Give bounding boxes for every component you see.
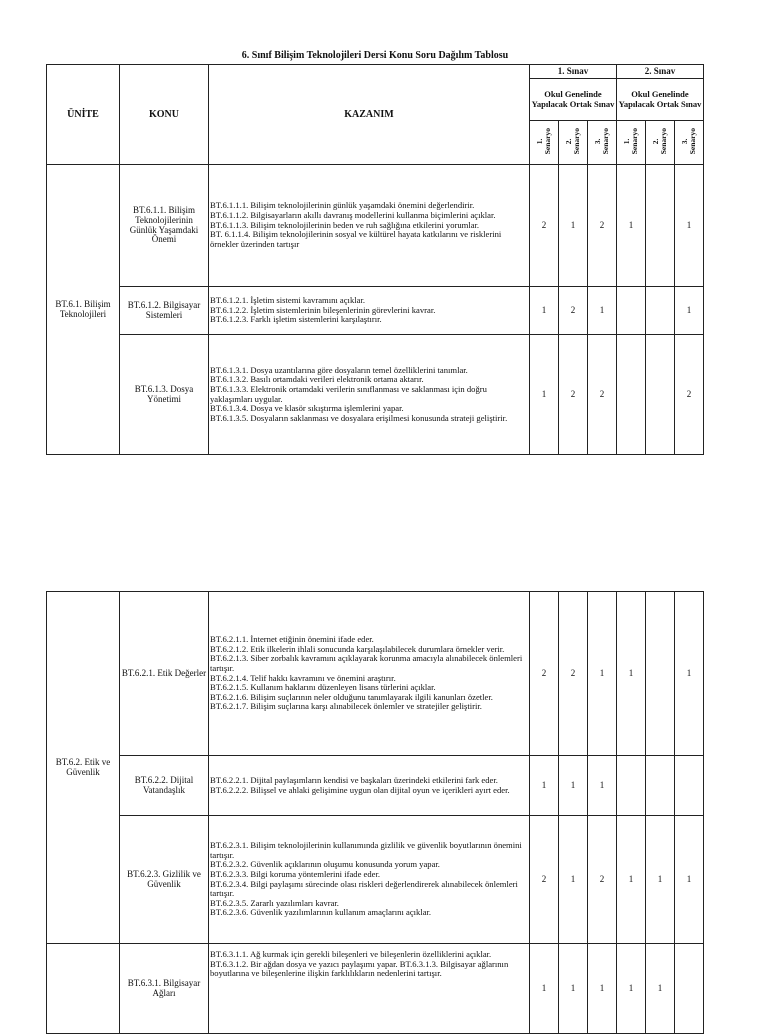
header-konu: KONU	[120, 65, 209, 165]
kazanim-list	[209, 287, 530, 335]
kazanim-item: BT.6.3.1.2. Bir ağdan dosya ve yazıcı paylaşımı yapar. BT.6.3.1.3. Bilgisayar ağlarının boyutlarına ve bileşenlerine ilişkin farklılıkların nedenlerini tartışır.	[210, 958, 509, 979]
scenario-header: 1. Senaryo	[622, 127, 639, 155]
question-count: 2	[559, 335, 588, 455]
question-count	[675, 944, 704, 1034]
question-count	[675, 756, 704, 816]
question-count: 2	[588, 165, 617, 287]
question-count: 1	[588, 592, 617, 756]
question-count: 2	[530, 816, 559, 944]
topic-name: BT.6.2.3. Gizlilik ve Güvenlik	[120, 816, 209, 944]
kazanim-item: BT.6.2.3.4. Bilgi paylaşımı sürecinde olası riskleri değerlendirerek alınabilecek önlemleri tartışır.	[210, 878, 518, 899]
question-count	[646, 592, 675, 756]
kazanim-item: BT.6.2.2.2. Bilişsel ve ahlaki gelişimine uygun olan dijital oyun ve içerikleri ayırt eder.	[210, 784, 510, 795]
kazanim-item: BT.6.1.2.2. İşletim sistemlerinin bileşenlerinin görevlerini kavrar.	[210, 304, 436, 315]
kazanim-list	[209, 816, 530, 944]
distribution-table-page2	[46, 591, 704, 1034]
kazanim-item: BT.6.2.1.6. Bilişim suçlarının neler olduğunu tanımlayarak ilgili kanunları özetler.	[210, 691, 493, 702]
kazanim-item: BT.6.2.1.3. Siber zorbalık kavramını açıklayarak korunma amacıyla alınabilecek önlemleri tartışır.	[210, 653, 523, 673]
question-count: 1	[559, 816, 588, 944]
header-unite: ÜNİTE	[47, 65, 120, 165]
question-count	[646, 335, 675, 455]
question-count: 1	[559, 165, 588, 287]
scenario-header: 3. Senaryo	[593, 127, 610, 155]
kazanim-item: BT.6.2.3.3. Bilgi koruma yöntemlerini ifade eder.	[210, 868, 381, 879]
question-count: 1	[530, 944, 559, 1034]
question-count	[646, 756, 675, 816]
unit-name: BT.6.1. Bilişim Teknolojileri	[47, 165, 120, 455]
question-count: 2	[588, 816, 617, 944]
question-count: 1	[646, 944, 675, 1034]
question-count: 2	[530, 592, 559, 756]
topic-name: BT.6.3.1. Bilgisayar Ağları	[120, 944, 209, 1034]
kazanim-item: BT.6.2.3.6. Güvenlik yazılımlarının kullanım amaçlarını açıklar.	[210, 907, 432, 918]
question-count: 1	[530, 335, 559, 455]
table-row	[47, 816, 704, 944]
scenario-header: 2. Senaryo	[564, 127, 581, 155]
table-title: 6. Sınıf Bilişim Teknolojileri Dersi Konu Soru Dağılım Tablosu	[241, 50, 509, 61]
kazanim-item: BT.6.2.1.2. Etik ilkelerin ihlali sonucunda karşılaşılabilecek durumlara örnekler verir.	[210, 643, 505, 654]
question-count	[646, 165, 675, 287]
kazanim-list	[209, 756, 530, 816]
header-exam-1: 1. Sınav	[530, 65, 617, 79]
kazanim-item: BT.6.1.2.1. İşletim sistemi kavramını açıklar.	[210, 295, 365, 306]
kazanim-item: BT.6.3.1.1. Ağ kurmak için gerekli bileşenleri ve bileşenlerin özelliklerini açıklar.	[210, 949, 492, 959]
table-row	[47, 592, 704, 756]
question-count	[617, 287, 646, 335]
kazanim-list	[209, 944, 530, 1034]
kazanim-item: BT.6.1.1.3. Bilişim teknolojilerinin beden ve ruh sağlığına etkilerini yorumlar.	[210, 219, 480, 230]
question-count: 1	[646, 816, 675, 944]
table-row	[47, 335, 704, 455]
kazanim-list	[209, 335, 530, 455]
kazanim-item: BT.6.2.1.1. İnternet etiğinin önemini ifade eder.	[210, 634, 374, 644]
header-exam-2: 2. Sınav	[617, 65, 704, 79]
question-count: 1	[675, 287, 704, 335]
kazanim-list	[209, 592, 530, 756]
unit-name	[47, 944, 120, 1034]
question-count: 1	[530, 287, 559, 335]
kazanim-item: BT.6.1.3.4. Dosya ve klasör sıkıştırma işlemlerini yapar.	[210, 403, 404, 414]
kazanim-item: BT.6.2.1.5. Kullanım haklarını düzenleyen lisans türlerini açıklar.	[210, 682, 436, 693]
topic-name: BT.6.1.1. Bilişim Teknolojilerinin Günlük Yaşamdaki Önemi	[120, 165, 209, 287]
topic-name: BT.6.1.3. Dosya Yönetimi	[120, 335, 209, 455]
question-count: 1	[617, 816, 646, 944]
distribution-table-page1	[46, 64, 704, 455]
table-row	[47, 944, 704, 1034]
kazanim-item: BT.6.1.3.5. Dosyaların saklanması ve dosyalara erişilmesi konusunda strateji geliştirir.	[210, 412, 508, 423]
topic-name: BT.6.1.2. Bilgisayar Sistemleri	[120, 287, 209, 335]
header-exam-2-type: Okul Genelinde Yapılacak Ortak Sınav	[617, 79, 704, 121]
kazanim-item: BT.6.2.3.2. Güvenlik açıklarının oluşumu konusunda yorum yapar.	[210, 859, 440, 870]
kazanim-item: BT.6.2.1.4. Telif hakkı kavramını ve önemini araştırır.	[210, 672, 396, 683]
kazanim-item: BT.6.1.1.2. Bilgisayarların akıllı davranış modellerini kullanma biçimlerini açıklar.	[210, 210, 496, 221]
kazanim-item: BT.6.2.1.7. Bilişim suçlarına karşı alınabilecek önlemler ve stratejiler geliştirir.	[210, 701, 482, 712]
table-row	[47, 756, 704, 816]
kazanim-item: BT.6.1.3.2. Basılı ortamdaki verileri elektronik ortama aktarır.	[210, 374, 424, 385]
unit-name: BT.6.2. Etik ve Güvenlik	[47, 592, 120, 944]
question-count: 2	[559, 287, 588, 335]
question-count	[646, 287, 675, 335]
scenario-header: 1. Senaryo	[535, 127, 552, 155]
question-count: 1	[617, 592, 646, 756]
question-count: 1	[588, 756, 617, 816]
table-row	[47, 165, 704, 287]
topic-name: BT.6.2.1. Etik Değerler	[120, 592, 209, 756]
question-count: 1	[559, 756, 588, 816]
kazanim-item: BT.6.1.3.3. Elektronik ortamdaki verilerin sınıflanması ve saklanması için doğru yaklaşımları uygular.	[210, 383, 487, 404]
kazanim-list	[209, 165, 530, 287]
question-count: 2	[588, 335, 617, 455]
question-count	[617, 756, 646, 816]
kazanim-item: BT.6.1.2.3. Farklı işletim sistemlerini karşılaştırır.	[210, 314, 382, 325]
scenario-header: 2. Senaryo	[651, 127, 668, 155]
kazanim-item: BT. 6.1.1.4. Bilişim teknolojilerinin sosyal ve kültürel hayata katkılarını ve risklerini örnekler üzerinden tartışır	[210, 229, 502, 249]
question-count: 1	[675, 165, 704, 287]
question-count: 1	[675, 816, 704, 944]
kazanim-item: BT.6.2.3.5. Zararlı yazılımları kavrar.	[210, 897, 339, 908]
question-count: 1	[617, 944, 646, 1034]
kazanim-item: BT.6.1.3.1. Dosya uzantılarına göre dosyaların temel özelliklerini tanımlar.	[210, 364, 468, 375]
table-row	[47, 287, 704, 335]
kazanim-item: BT.6.2.2.1. Dijital paylaşımların kendisi ve başkaları üzerindeki etkilerini fark eder.	[210, 774, 498, 785]
question-count	[617, 335, 646, 455]
question-count: 2	[559, 592, 588, 756]
topic-name: BT.6.2.2. Dijital Vatandaşlık	[120, 756, 209, 816]
kazanim-item: BT.6.2.3.1. Bilişim teknolojilerinin kullanımında gizlilik ve güvenlik boyutlarının önemini tartışır.	[210, 840, 522, 860]
question-count: 2	[530, 165, 559, 287]
question-count: 1	[559, 944, 588, 1034]
question-count: 1	[588, 944, 617, 1034]
question-count: 1	[588, 287, 617, 335]
question-count: 2	[675, 335, 704, 455]
question-count: 1	[675, 592, 704, 756]
question-count: 1	[530, 756, 559, 816]
scenario-header: 3. Senaryo	[680, 127, 697, 155]
kazanim-item: BT.6.1.1.1. Bilişim teknolojilerinin günlük yaşamdaki önemini değerlendirir.	[210, 200, 475, 211]
header-exam-1-type: Okul Genelinde Yapılacak Ortak Sınav	[530, 79, 617, 121]
header-kazanim: KAZANIM	[209, 65, 530, 165]
question-count: 1	[617, 165, 646, 287]
